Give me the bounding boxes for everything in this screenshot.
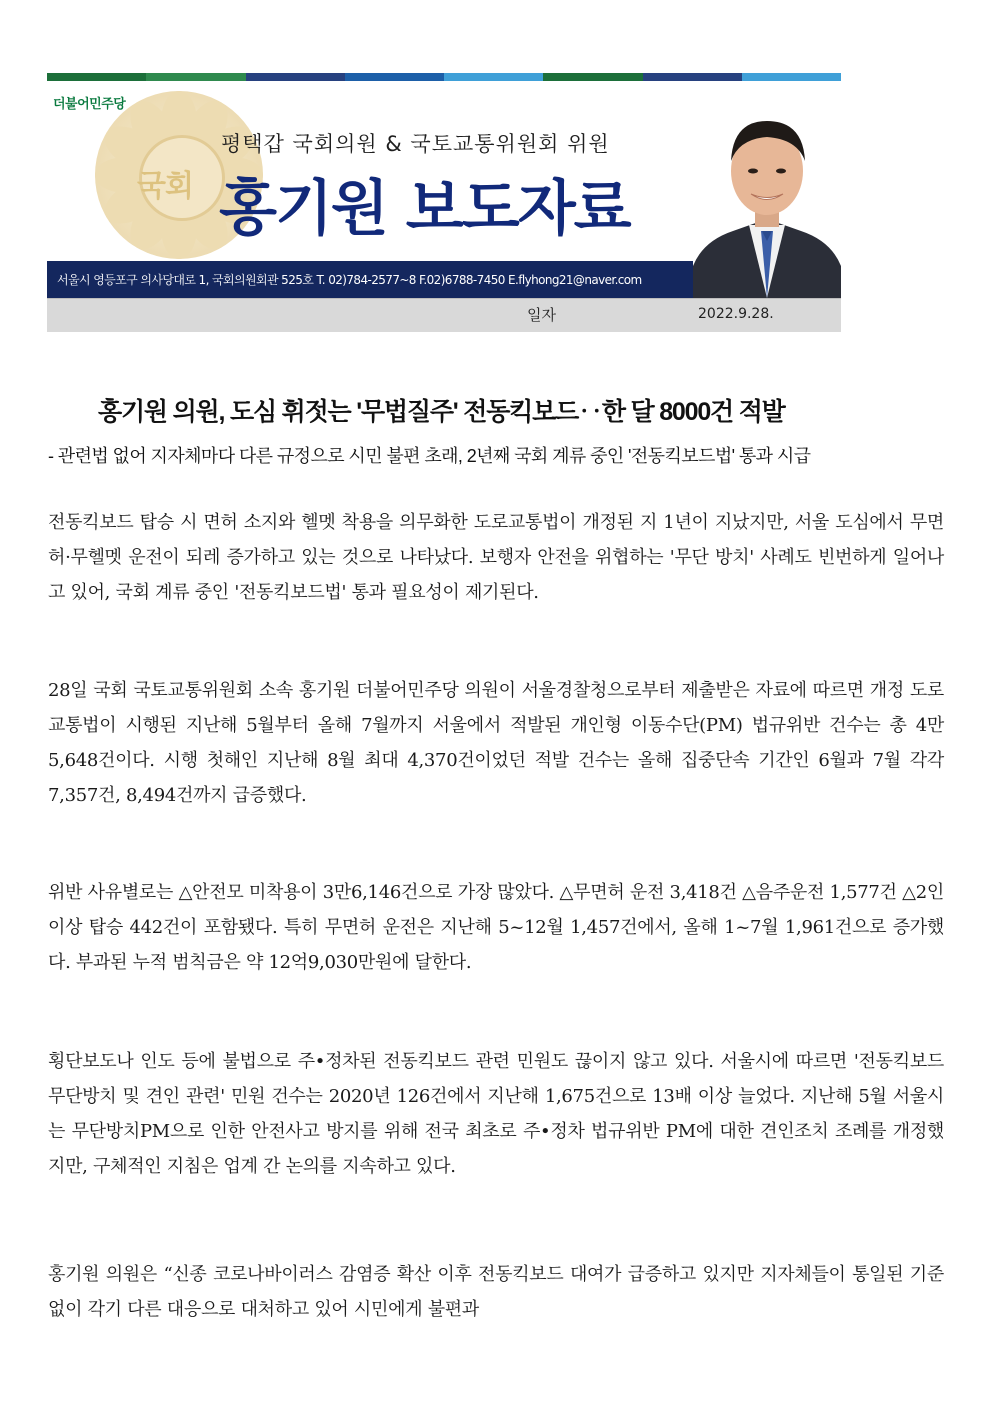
press-release-header <box>47 81 841 298</box>
party-name: 더불어민주당 <box>53 97 126 112</box>
date-label: 일자 <box>527 306 556 324</box>
stripe-segment <box>444 73 543 81</box>
paragraph-2: 28일 국회 국토교통위원회 소속 홍기원 더불어민주당 의원이 서울경찰청으로부터 제출받은 자료에 따르면 개정 도로교통법이 시행된 지난해 5월부터 올해 7월까지 서울에서 적발된 개인형 이동수단(PM) 법규위반 건수는 총 4만5,648건이다. 시행 첫해인 지난해 8월 최대 4,370건이었던 적발 건수는 올해 집중단속 기간인 6월과 7월 각각 7,357건, 8,494건까지 급증했다. <box>48 680 944 806</box>
stripe-segment <box>345 73 444 81</box>
stripe-segment <box>543 73 642 81</box>
stripe-segment <box>246 73 345 81</box>
paragraph-4: 횡단보도나 인도 등에 불법으로 주•정차된 전동킥보드 관련 민원도 끊이지 않고 있다. 서울시에 따르면 '전동킥보드 무단방치 및 견인 관련' 민원 건수는 2020년 126건에서 지난해 1,675건으로 13배 이상 늘었다. 지난해 5월 서울시는 무단방치PM으로 인한 안전사고 방지를 위해 전국 최초로 주•정차 법규위반 PM에 대한 견인조치 조례를 개정했지만, 구체적인 지침은 업계 간 논의를 지속하고 있다. <box>48 1051 944 1177</box>
paragraph-5: 홍기원 의원은 “신종 코로나바이러스 감염증 확산 이후 전동킥보드 대여가 급증하고 있지만 지자체들이 통일된 기준 없이 각기 다른 대응으로 대처하고 있어 시민에게 불편과 <box>48 1264 944 1320</box>
header-subtitle: 평택갑 국회의원 & 국토교통위원회 위원 <box>221 132 610 156</box>
stripe-segment <box>643 73 742 81</box>
article-subhead: - 관련법 없어 지자체마다 다른 규정으로 시민 불편 초래, 2년째 국회 계류 중인 '전동킥보드법' 통과 시급 <box>48 446 811 466</box>
date-bar <box>47 298 841 332</box>
emblem-text: 국회 <box>137 169 193 204</box>
header-title: 홍기원 보도자료 <box>219 174 630 244</box>
article-headline: 홍기원 의원, 도심 휘젓는 '무법질주' 전동킥보드‥한 달 8000건 적발 <box>98 398 785 426</box>
date-value: 2022.9.28. <box>698 306 774 322</box>
stripe-segment <box>47 73 146 81</box>
stripe-segment <box>146 73 245 81</box>
lawmaker-portrait <box>693 91 841 298</box>
paragraph-1: 전동킥보드 탑승 시 면허 소지와 헬멧 착용을 의무화한 도로교통법이 개정된 지 1년이 지났지만, 서울 도심에서 무면허·무헬멧 운전이 되레 증가하고 있는 것으로 나타났다. 보행자 안전을 위협하는 '무단 방치' 사례도 빈번하게 일어나고 있어, 국회 계류 중인 '전동킥보드법' 통과 필요성이 제기된다. <box>48 512 944 603</box>
portrait-image <box>693 91 841 298</box>
contact-address: 서울시 영등포구 의사당대로 1, 국회의원회관 525호 T. 02)784-2577~8 F.02)6788-7450 E.flyhong21@naver.com <box>57 273 642 287</box>
paragraph-3: 위반 사유별로는 △안전모 미착용이 3만6,146건으로 가장 많았다. △무면허 운전 3,418건 △음주운전 1,577건 △2인 이상 탑승 442건이 포함됐다. 특히 무면허 운전은 지난해 5~12월 1,457건에서, 올해 1~7월 1,961건으로 증가했다. 부과된 누적 범칙금은 약 12억9,030만원에 달한다. <box>48 882 944 973</box>
header-color-stripe <box>47 73 841 81</box>
stripe-segment <box>742 73 841 81</box>
